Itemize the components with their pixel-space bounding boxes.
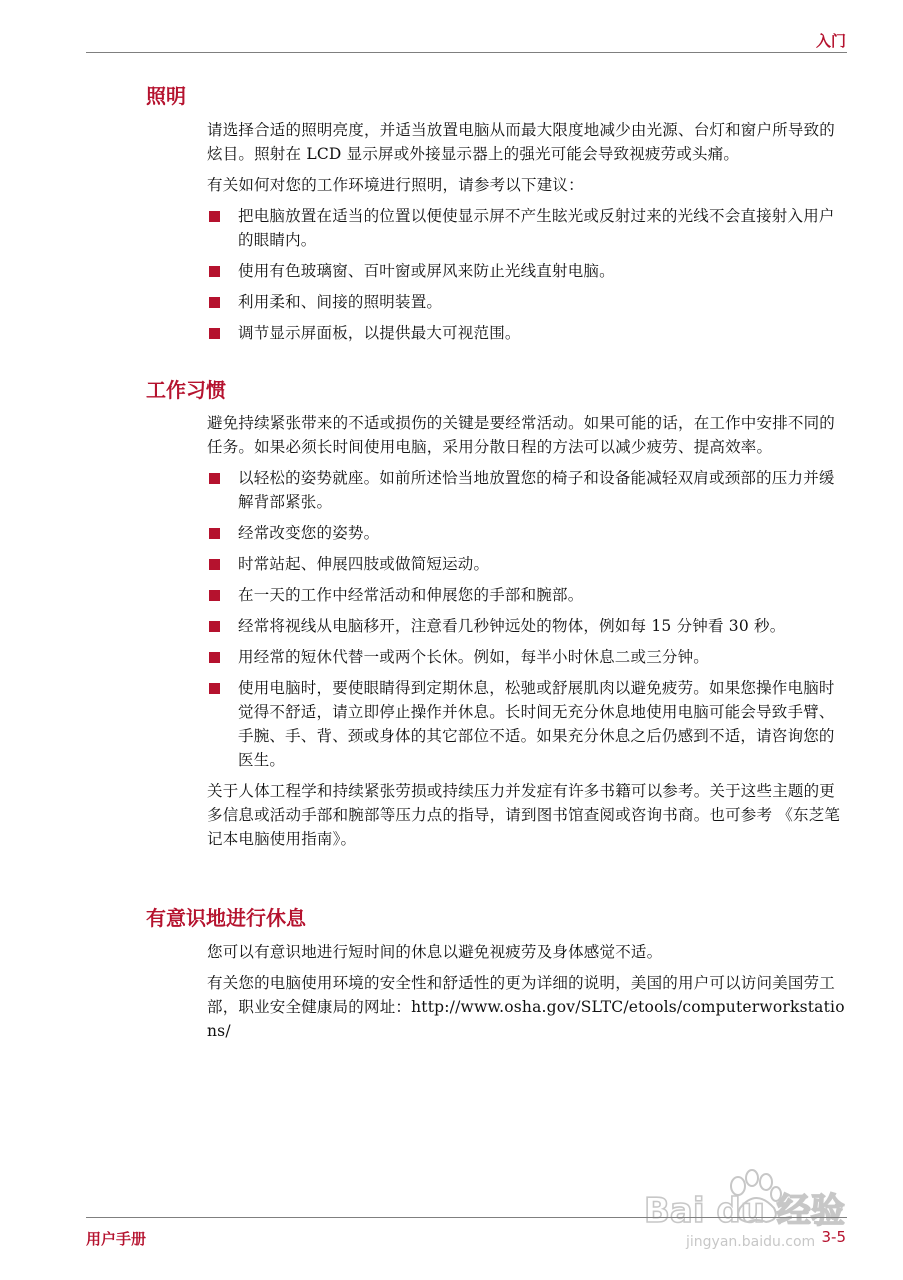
paragraph: 请选择合适的照明亮度，并适当放置电脑从而最大限度地减少由光源、台灯和窗户所导致的炫目。照射在 LCD 显示屏或外接显示器上的强光可能会导致视疲劳或头痛。 bbox=[207, 121, 836, 163]
header-section-label: 入门 bbox=[815, 32, 846, 50]
list-item bbox=[207, 614, 847, 638]
bullet-square-icon bbox=[209, 528, 220, 539]
list-item bbox=[207, 321, 847, 345]
bullet-list bbox=[207, 466, 847, 772]
bullet-square-icon bbox=[209, 211, 220, 222]
watermark-url: jingyan.baidu.com bbox=[686, 1234, 816, 1250]
bullet-square-icon bbox=[209, 621, 220, 632]
list-item bbox=[207, 552, 847, 576]
section-body-breaks bbox=[207, 940, 847, 1050]
watermark-brand: Bai du 经验 bbox=[644, 1191, 845, 1231]
list-item-text: 调节显示屏面板，以提供最大可视范围。 bbox=[238, 324, 521, 342]
header-rule bbox=[86, 52, 847, 53]
bullet-square-icon bbox=[209, 652, 220, 663]
list-item-text: 使用电脑时，要使眼睛得到定期休息，松驰或舒展肌肉以避免疲劳。如果您操作电脑时觉得不舒适，请立即停止操作并休息。长时间无充分休息地使用电脑可能会导致手臂、手腕、手、背、颈或身体的其它部位不适。如果充分休息之后仍感到不适，请咨询您的医生。 bbox=[238, 679, 835, 769]
bullet-square-icon bbox=[209, 473, 220, 484]
list-item-text: 把电脑放置在适当的位置以便使显示屏不产生眩光或反射过来的光线不会直接射入用户的眼睛内。 bbox=[238, 207, 835, 249]
list-item bbox=[207, 521, 847, 545]
list-item-text: 时常站起、伸展四肢或做简短运动。 bbox=[238, 555, 490, 573]
footer-rule bbox=[86, 1217, 847, 1218]
bullet-square-icon bbox=[209, 559, 220, 570]
list-item-text: 用经常的短休代替一或两个长休。例如，每半小时休息二或三分钟。 bbox=[238, 648, 710, 666]
bullet-square-icon bbox=[209, 266, 220, 277]
bullet-square-icon bbox=[209, 297, 220, 308]
list-item bbox=[207, 290, 847, 314]
paragraph: 有关如何对您的工作环境进行照明，请参考以下建议： bbox=[207, 176, 584, 194]
list-item-text: 使用有色玻璃窗、百叶窗或屏风来防止光线直射电脑。 bbox=[238, 262, 615, 280]
paragraph: 有关您的电脑使用环境的安全性和舒适性的更为详细的说明，美国的用户可以访问美国劳工部，职业安全健康局的网址：http://www.osha.gov/SLTC/etools/computerworkstations/ bbox=[207, 974, 845, 1040]
list-item-text: 在一天的工作中经常活动和伸展您的手部和腕部。 bbox=[238, 586, 584, 604]
bullet-square-icon bbox=[209, 683, 220, 694]
list-item bbox=[207, 259, 847, 283]
list-item bbox=[207, 466, 847, 514]
list-item-text: 经常将视线从电脑移开，注意看几秒钟远处的物体，例如每 15 分钟看 30 秒。 bbox=[238, 617, 786, 635]
section-body-lighting bbox=[207, 118, 847, 352]
bullet-list bbox=[207, 204, 847, 345]
section-body-work-habits bbox=[207, 411, 847, 858]
list-item bbox=[207, 645, 847, 669]
section-title-lighting: 照明 bbox=[146, 84, 186, 108]
page-number: 3-5 bbox=[821, 1228, 846, 1246]
section-title-work-habits: 工作习惯 bbox=[146, 378, 226, 402]
bullet-square-icon bbox=[209, 590, 220, 601]
section-title-breaks: 有意识地进行休息 bbox=[146, 906, 306, 930]
list-item-text: 以轻松的姿势就座。如前所述恰当地放置您的椅子和设备能减轻双肩或颈部的压力并缓解背部紧张。 bbox=[238, 469, 835, 511]
bullet-square-icon bbox=[209, 328, 220, 339]
list-item bbox=[207, 676, 847, 772]
paragraph: 关于人体工程学和持续紧张劳损或持续压力并发症有许多书籍可以参考。关于这些主题的更多信息或活动手部和腕部等压力点的指导，请到图书馆查阅或咨询书商。也可参考 《东芝笔记本电脑使用指南》。 bbox=[207, 782, 841, 848]
list-item-text: 利用柔和、间接的照明装置。 bbox=[238, 293, 443, 311]
list-item bbox=[207, 583, 847, 607]
footer-manual-title: 用户手册 bbox=[86, 1230, 147, 1248]
list-item bbox=[207, 204, 847, 252]
list-item-text: 经常改变您的姿势。 bbox=[238, 524, 380, 542]
paragraph: 避免持续紧张带来的不适或损伤的关键是要经常活动。如果可能的话，在工作中安排不同的任务。如果必须长时间使用电脑，采用分散日程的方法可以减少疲劳、提高效率。 bbox=[207, 414, 836, 456]
paragraph: 您可以有意识地进行短时间的休息以避免视疲劳及身体感觉不适。 bbox=[207, 943, 663, 961]
